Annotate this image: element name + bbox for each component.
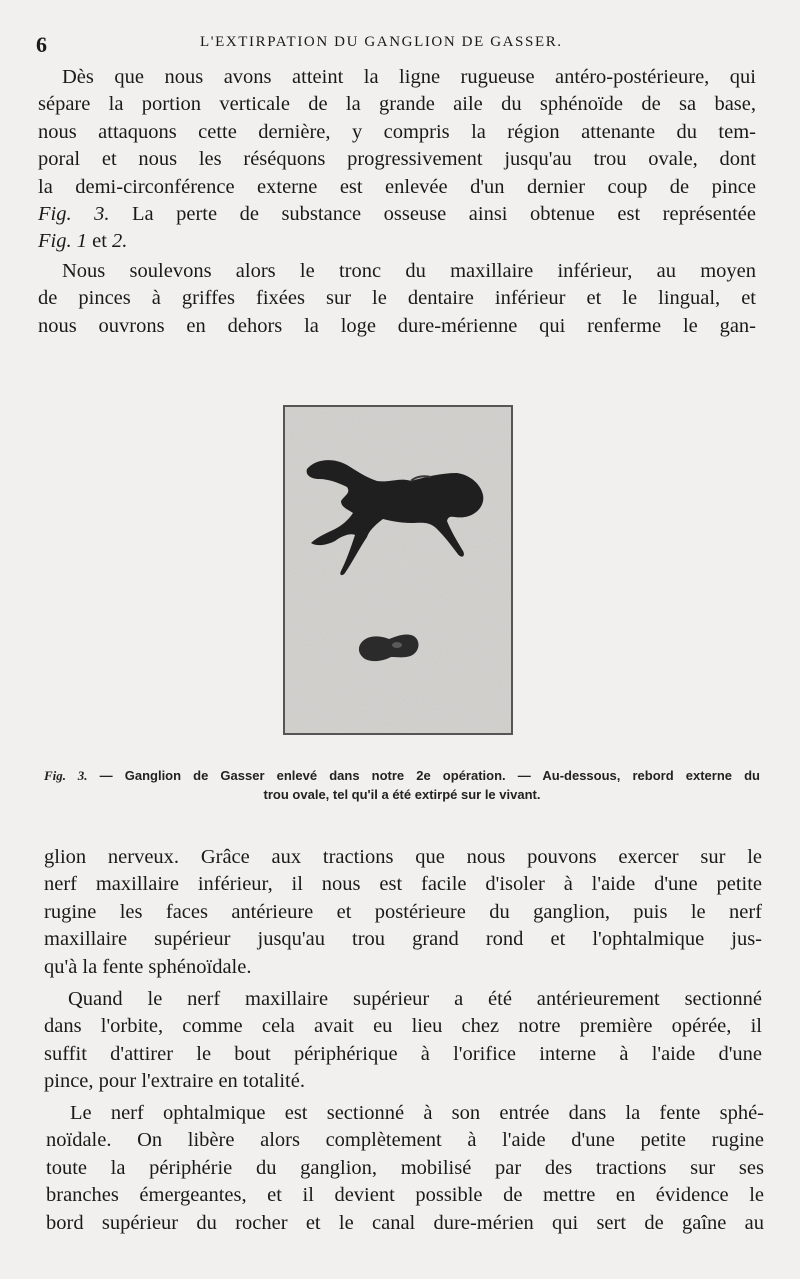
text-line: noïdale. On libère alors complètement à l'aide d'une petite rugine <box>46 1129 764 1152</box>
text-line: Quand le nerf maxillaire supérieur a été antérieurement sectionné <box>68 988 762 1010</box>
figure-photograph <box>283 405 513 735</box>
figure-reference: Fig. 1 <box>38 230 87 253</box>
caption-text: — Ganglion de Gasser enlevé dans notre 2e opération. — Au-dessous, rebord externe du <box>87 768 760 783</box>
text-line: maxillaire supérieur jusqu'au trou grand rond et l'ophtalmique jus- <box>44 928 762 951</box>
text-line: nous ouvrons en dehors la loge dure-mérienne qui renferme le gan- <box>38 314 756 337</box>
caption-line: trou ovale, tel qu'il a été extirpé sur le vivant. <box>263 787 541 802</box>
text-line: sépare la portion verticale de la grande aile du sphénoïde de sa base, <box>38 93 756 116</box>
text-line: dans l'orbite, comme cela avait eu lieu chez notre première opérée, il <box>44 1015 762 1038</box>
text-line: Nous soulevons alors le tronc du maxillaire inférieur, au moyen <box>62 260 756 282</box>
text-line: Dès que nous avons atteint la ligne rugueuse antéro-postérieure, qui <box>62 66 756 88</box>
text-line: poral et nous les réséquons progressivement jusqu'au trou ovale, dont <box>38 148 756 171</box>
running-title: L'EXTIRPATION DU GANGLION DE GASSER. <box>200 34 563 50</box>
text-line: glion nerveux. Grâce aux tractions que nous pouvons exercer sur le <box>44 846 762 868</box>
text-line: la demi-circonférence externe est enlevée d'un dernier coup de pince <box>38 175 756 198</box>
text-line: nous attaquons cette dernière, y compris la région attenante du tem- <box>38 120 756 143</box>
text-line: suffit d'attirer le bout périphérique à l'orifice interne à l'aide d'une <box>44 1042 762 1065</box>
text-segment: et <box>86 230 113 253</box>
text-line: qu'à la fente sphénoïdale. <box>44 955 252 978</box>
paragraph-3 <box>44 844 762 981</box>
text-line: branches émergeantes, et il devient possible de mettre en évidence le <box>46 1184 764 1207</box>
caption-line <box>44 766 760 785</box>
page-number: 6 <box>36 32 47 57</box>
page-header <box>36 30 760 56</box>
figure-caption <box>44 766 760 804</box>
caption-figure-label: Fig. 3. <box>44 768 88 783</box>
figure-reference: Fig. 3. <box>38 203 110 226</box>
ganglion-photo <box>285 407 511 733</box>
paragraph-2 <box>38 258 756 340</box>
figure-reference: 2. <box>112 230 128 253</box>
paragraph-5 <box>46 1100 764 1237</box>
text-line: bord supérieur du rocher et le canal dure-mérien qui sert de gaîne au <box>46 1211 764 1234</box>
text-line: nerf maxillaire inférieur, il nous est facile d'isoler à l'aide d'une petite <box>44 873 762 896</box>
text-line <box>38 201 756 228</box>
paragraph-4 <box>44 986 762 1096</box>
text-line: Le nerf ophtalmique est sectionné à son entrée dans la fente sphé- <box>70 1102 764 1124</box>
text-segment: La perte de substance osseuse ainsi obtenue est représentée <box>109 203 756 226</box>
paragraph-1 <box>38 64 756 256</box>
text-line: rugine les faces antérieure et postérieure du ganglion, puis le nerf <box>44 900 762 923</box>
text-line: pince, pour l'extraire en totalité. <box>44 1070 305 1093</box>
text-line: toute la périphérie du ganglion, mobilisé par des tractions sur ses <box>46 1156 764 1179</box>
text-line: de pinces à griffes fixées sur le dentaire inférieur et le lingual, et <box>38 287 756 310</box>
text-line <box>38 228 756 255</box>
